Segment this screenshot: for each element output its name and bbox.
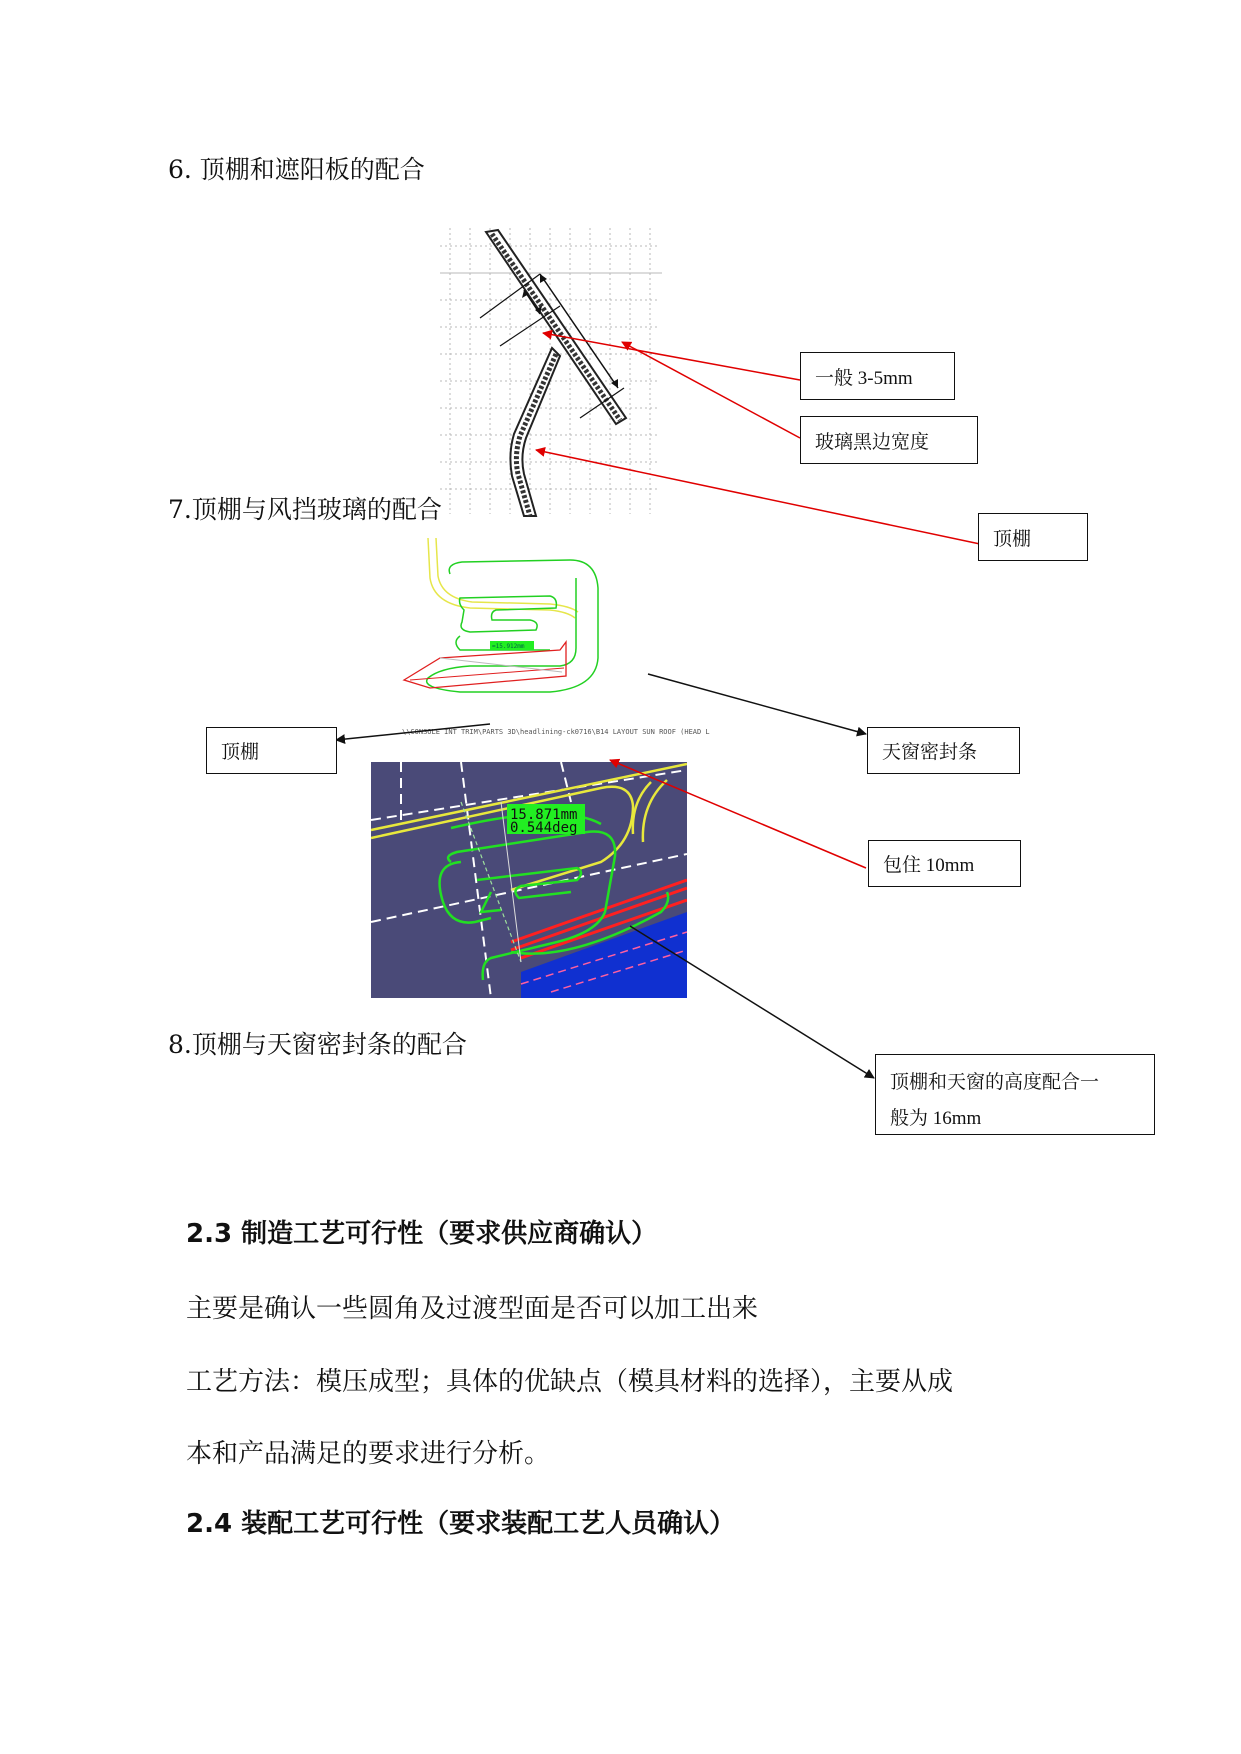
dimension-angle: 0.544deg — [510, 820, 578, 836]
callout-headliner-1 — [978, 513, 1088, 561]
section-2-4-title: 2.4 装配工艺可行性（要求装配工艺人员确认） — [186, 1509, 736, 1539]
callout-height-fit — [875, 1054, 1155, 1135]
heading-6: 6. 顶棚和遮阳板的配合 — [168, 155, 425, 184]
heading-8: 8.顶棚与天窗密封条的配合 — [168, 1030, 467, 1059]
paragraph-1: 主要是确认一些圆角及过渡型面是否可以加工出来 — [186, 1294, 759, 1324]
small-dimension-label: =15.912mm — [492, 643, 525, 650]
callout-headliner-2-label: 顶棚 — [221, 742, 260, 763]
callout-wrap-10mm-label: 包住 10mm — [883, 855, 975, 876]
callout-general-3-5mm-label: 一般 3-5mm — [815, 367, 913, 389]
callout-glass-black-edge — [800, 416, 978, 464]
callout-height-fit-line1: 顶棚和天窗的高度配合一 — [890, 1072, 1100, 1093]
callout-headliner-1-label: 顶棚 — [993, 528, 1032, 550]
paragraph-2: 工艺方法：模压成型；具体的优缺点（模具材料的选择），主要从成 — [186, 1367, 954, 1397]
cad-path-label: \\CONSOLE INT TRIM\PARTS 3D\headlining-ck0716\B14 LAYOUT SUN ROOF (HEAD L — [402, 728, 710, 736]
dimension-distance: 15.871mm — [510, 807, 578, 823]
callout-headliner-2 — [206, 727, 337, 774]
section-2-3-title: 2.3 制造工艺可行性（要求供应商确认） — [186, 1219, 658, 1249]
callout-wrap-10mm — [868, 840, 1021, 887]
paragraph-3: 本和产品满足的要求进行分析。 — [186, 1439, 551, 1469]
callout-glass-black-edge-label: 玻璃黑边宽度 — [815, 431, 930, 453]
callout-sunroof-seal — [867, 727, 1020, 774]
callout-general-3-5mm — [800, 352, 955, 400]
heading-7: 7.顶棚与风挡玻璃的配合 — [168, 495, 442, 524]
callout-sunroof-seal-label: 天窗密封条 — [882, 742, 978, 763]
callout-height-fit-line2: 般为 16mm — [890, 1108, 982, 1129]
